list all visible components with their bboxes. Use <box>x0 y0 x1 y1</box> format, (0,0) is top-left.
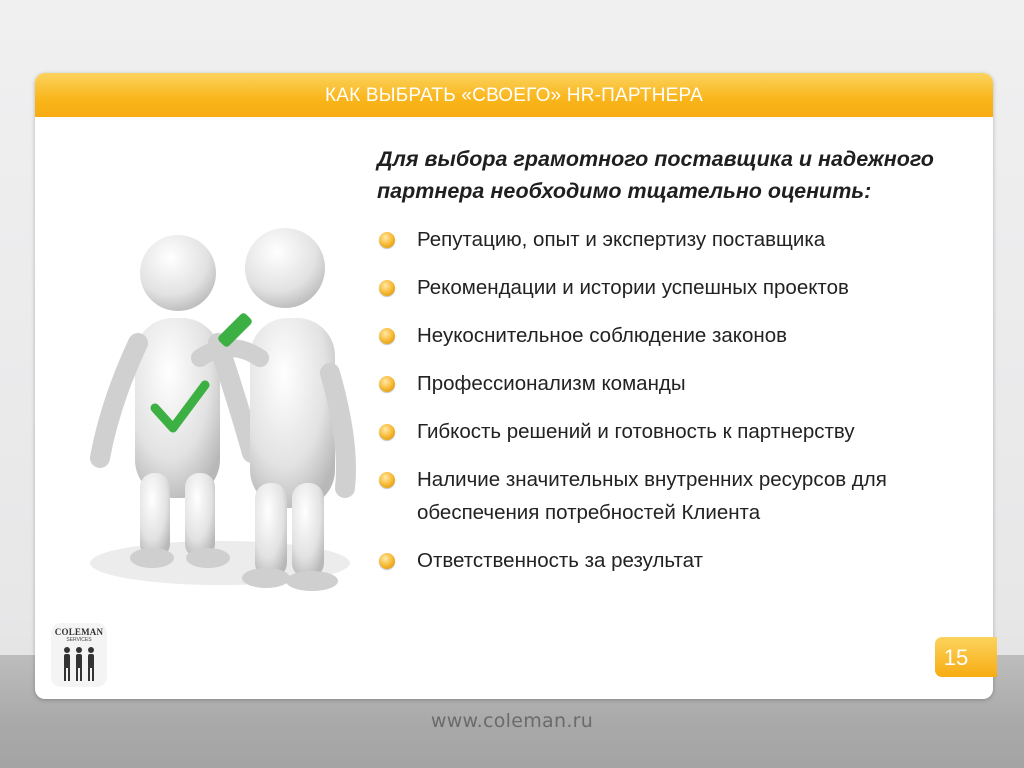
figure-right-icon <box>200 228 346 591</box>
main-content <box>377 143 977 592</box>
bullet-icon <box>379 376 395 392</box>
bullet-icon <box>379 472 395 488</box>
bullet-icon <box>379 232 395 248</box>
bullet-icon <box>379 424 395 440</box>
people-logo-icon <box>61 645 97 683</box>
page-number: 15 <box>935 637 997 677</box>
company-logo: COLEMAN SERVICES <box>51 623 107 687</box>
footer-url[interactable]: www.coleman.ru <box>430 710 594 732</box>
list-item: Профессионализм команды <box>377 367 977 400</box>
bullet-icon <box>379 280 395 296</box>
list-item: Неукоснительное соблюдение законов <box>377 319 977 352</box>
list-item: Репутацию, опыт и экспертизу поставщика <box>377 223 977 256</box>
list-item: Наличие значительных внутренних ресурсов для обеспечения потребностей Клиента <box>377 463 977 529</box>
figure-left-icon <box>100 235 252 568</box>
slide-title: КАК ВЫБРАТЬ «СВОЕГО» HR-ПАРТНЕРА <box>324 85 703 106</box>
list-item: Гибкость решений и готовность к партнерству <box>377 415 977 448</box>
list-item: Ответственность за результат <box>377 544 977 577</box>
bullet-icon <box>379 328 395 344</box>
bullet-icon <box>379 553 395 569</box>
bullet-list <box>377 223 977 577</box>
two-figures-illustration <box>80 213 370 613</box>
slide-card <box>35 73 993 699</box>
list-item: Рекомендации и истории успешных проектов <box>377 271 977 304</box>
intro-text: Для выбора грамотного поставщика и надежного партнера необходимо тщательно оценить: <box>377 147 934 203</box>
